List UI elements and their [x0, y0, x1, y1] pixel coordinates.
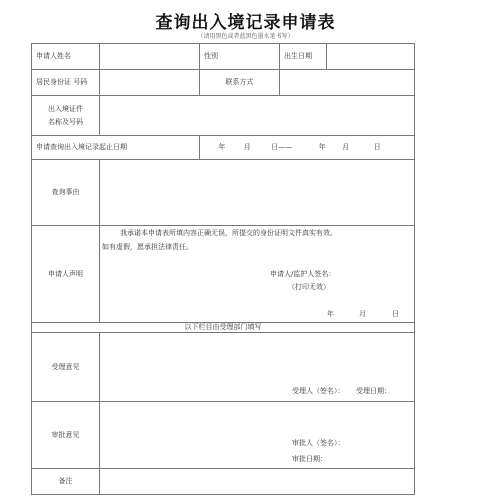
row-office-use: [32, 323, 415, 333]
acceptor-sign-label: 受理人（签名）：: [292, 387, 345, 395]
approver-sign-label: 审批人（签名）：: [292, 439, 345, 447]
gender-label: 性别: [200, 44, 280, 70]
query-period-label: 申请查询出入境记录起止日期: [32, 136, 200, 160]
birth-date-field[interactable]: [327, 44, 415, 70]
statement-label: 申请人声明: [32, 226, 100, 323]
office-use-heading: 以下栏目由受理部门填写: [32, 323, 415, 333]
travel-doc-label: [32, 96, 100, 136]
query-period-field[interactable]: [200, 136, 415, 160]
acceptance-field[interactable]: [100, 333, 415, 402]
row-reason: [32, 160, 415, 226]
application-form-table: [31, 43, 415, 495]
row-remarks: [32, 469, 415, 495]
row-id: [32, 70, 415, 96]
row-travel-doc: [32, 96, 415, 136]
applicant-name-label: 申请人姓名: [32, 44, 100, 70]
remarks-label: 备注: [32, 469, 100, 495]
approval-field[interactable]: [100, 402, 415, 469]
signature-label: 申请人/监护人签名：: [270, 270, 336, 278]
form-subtitle: （请用黑色或者蓝黑色墨水笔书写）: [197, 33, 294, 40]
row-statement: [32, 226, 415, 323]
date-month-2: 月: [342, 143, 350, 151]
birth-date-label: 出生日期: [280, 44, 327, 70]
contact-field[interactable]: [280, 70, 415, 96]
remarks-field[interactable]: [100, 469, 415, 495]
reason-label: 查询事由: [32, 160, 100, 226]
row-query-period: [32, 136, 415, 160]
applicant-name-field[interactable]: [100, 44, 200, 70]
travel-doc-label-line-1: 出入境证件: [48, 104, 83, 113]
id-card-label: 居民身份证 号码: [32, 70, 100, 96]
sign-year: 年: [327, 310, 334, 318]
travel-doc-field[interactable]: [100, 96, 415, 136]
row-approval: [32, 402, 415, 469]
date-year-2: 年: [318, 143, 326, 151]
date-year-1: 年: [218, 143, 226, 151]
sign-day: 日: [392, 310, 399, 318]
travel-doc-label-line-2: 名称及号码: [48, 117, 83, 126]
statement-line-1: 我承诺本申请表所填内容正确无误，所提交的身份证明文件真实有效。: [120, 229, 337, 237]
id-card-field[interactable]: [100, 70, 200, 96]
row-acceptance: [32, 333, 415, 402]
date-day-2: 日: [373, 143, 381, 151]
acceptance-label: 受理意见: [32, 333, 100, 402]
sign-month: 月: [359, 310, 366, 318]
date-month-1: 月: [243, 143, 251, 151]
date-day-1: 日——: [271, 143, 293, 151]
approval-date-label: 审批日期：: [292, 455, 327, 463]
contact-label: 联系方式: [200, 70, 280, 96]
statement-line-2: 如有虚假，愿承担法律责任。: [102, 243, 193, 251]
print-invalid-note: （打印无效）: [288, 283, 330, 291]
statement-cell: [100, 226, 415, 323]
reason-field[interactable]: [100, 160, 415, 226]
form-title: 查询出入境记录申请表: [155, 13, 336, 33]
row-name: [32, 44, 415, 70]
acceptance-date-label: 受理日期：: [356, 387, 391, 395]
approval-label: 审批意见: [32, 402, 100, 469]
